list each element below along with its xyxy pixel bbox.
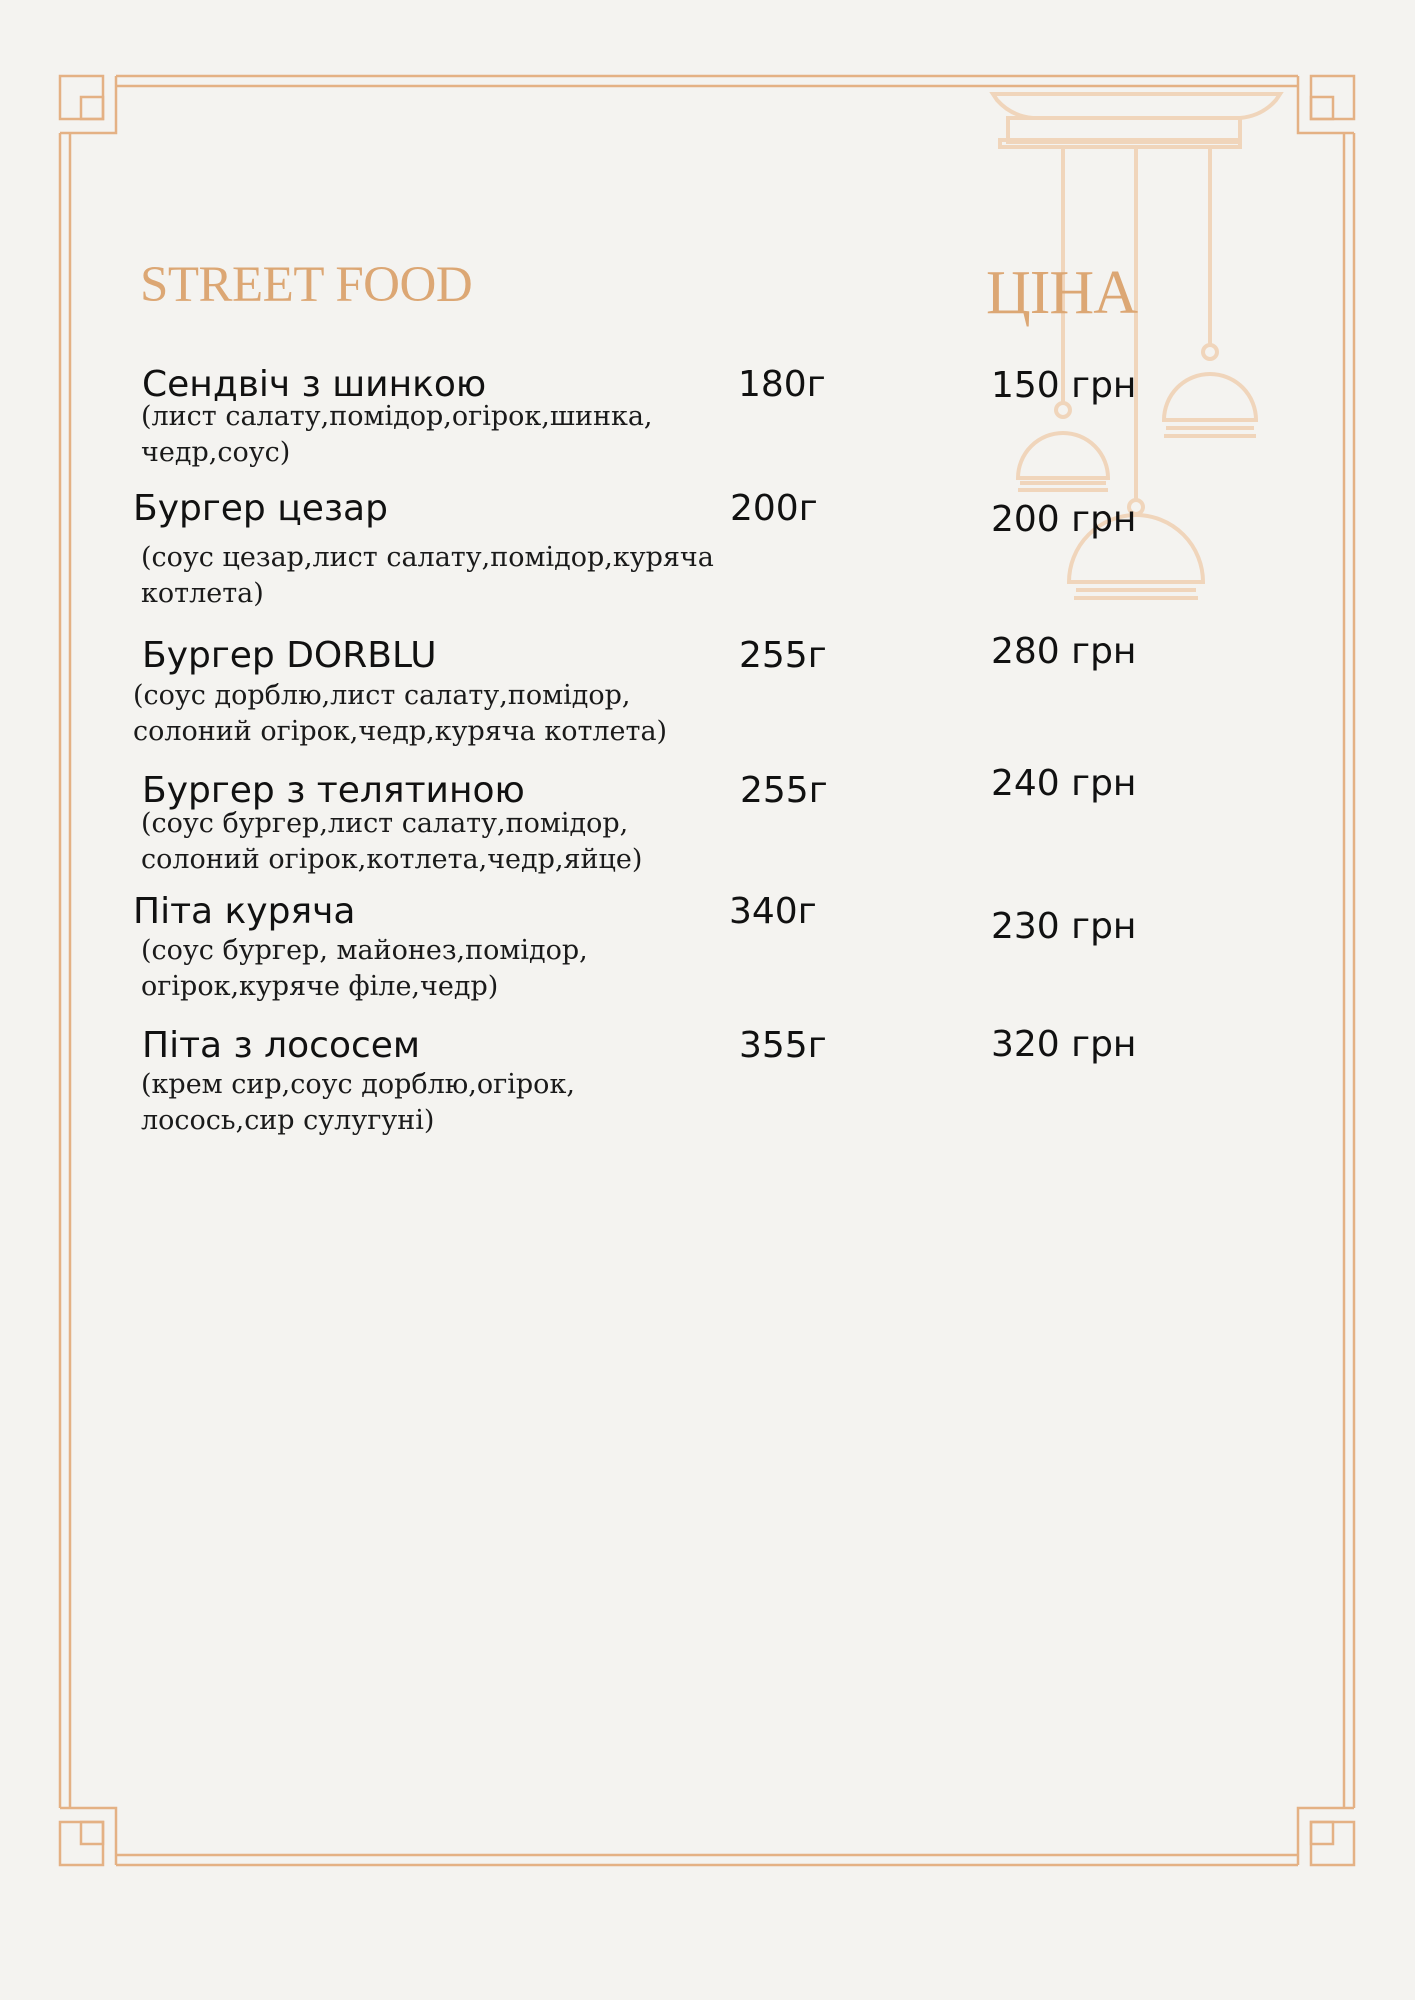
menu-item-description: солоний огірок,чедр,куряча котлета) [133, 716, 668, 747]
menu-item-description: (соус бургер, майонез,помідор, [141, 935, 588, 966]
section-title: STREET FOOD [140, 257, 473, 313]
menu-item-description: котлета) [141, 578, 264, 609]
menu-item-price: 150 грн [991, 365, 1137, 406]
menu-item-description: (лист салату,помідор,огірок,шинка, [141, 401, 653, 432]
menu-item-description: (соус бургер,лист салату,помідор, [141, 808, 629, 839]
corner-ornament-icon [60, 1808, 116, 1865]
menu-item-name: Піта куряча [133, 891, 356, 932]
menu-item-name: Бургер з телятиною [142, 770, 525, 811]
menu-item-name: Піта з лососем [142, 1025, 421, 1066]
menu-item-weight: 340г [729, 891, 817, 932]
menu-item-name: Сендвіч з шинкою [142, 364, 487, 405]
menu-item-name: Бургер цезар [133, 488, 388, 529]
menu-item-price: 230 грн [991, 906, 1137, 947]
menu-item-price: 320 грн [991, 1024, 1137, 1065]
menu-item-name: Бургер DORBLU [142, 635, 437, 676]
menu-item-description: (соус дорблю,лист салату,помідор, [133, 680, 631, 711]
menu-item-price: 240 грн [991, 763, 1137, 804]
menu-item-weight: 255г [740, 770, 828, 811]
corner-ornament-icon [60, 76, 116, 133]
menu-item-description: чедр,соус) [141, 437, 291, 468]
menu-item-weight: 355г [739, 1025, 827, 1066]
menu-item-price: 280 грн [991, 631, 1137, 672]
menu-item-weight: 255г [739, 635, 827, 676]
menu-item-description: лосось,сир сулугуні) [141, 1105, 435, 1136]
menu-item-weight: 180г [738, 364, 826, 405]
corner-ornament-icon [1298, 76, 1354, 133]
menu-item-weight: 200г [730, 488, 818, 529]
menu-item-description: огірок,куряче філе,чедр) [141, 971, 499, 1002]
corner-ornament-icon [1298, 1808, 1354, 1865]
menu-item-description: (крем сир,соус дорблю,огірок, [141, 1069, 575, 1100]
menu-item-price: 200 грн [991, 499, 1137, 540]
menu-item-description: (соус цезар,лист салату,помідор,куряча [141, 542, 714, 573]
menu-item-description: солоний огірок,котлета,чедр,яйце) [141, 844, 643, 875]
price-column-title: ЦІНА [986, 259, 1137, 327]
